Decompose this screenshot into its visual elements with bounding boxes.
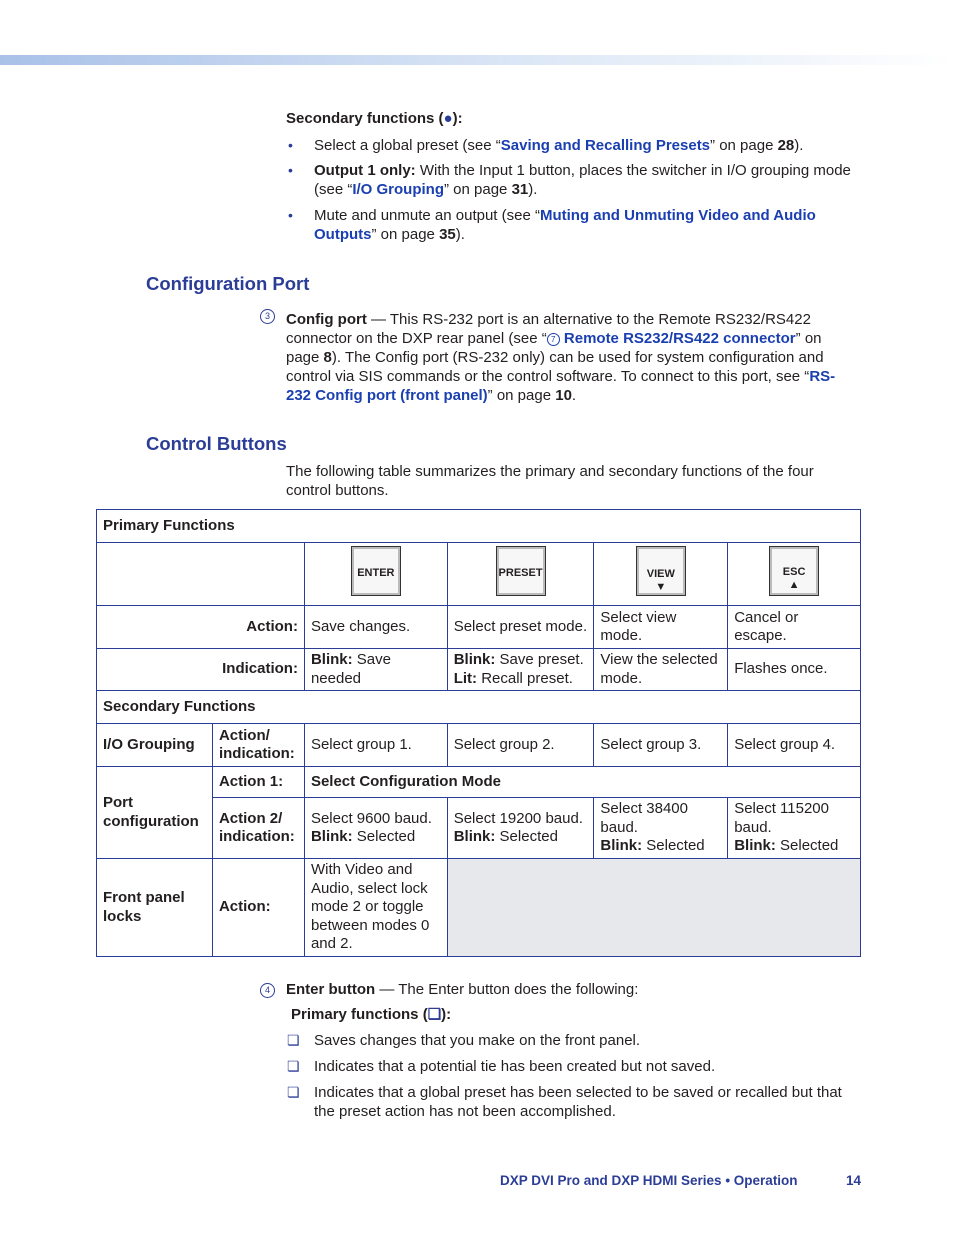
front-panel-locks-label: Front panel locks [97,859,213,957]
box-bullet-icon: ❏ [287,1032,300,1048]
table-row [97,691,861,724]
link-saving-presets[interactable]: Saving and Recalling Presets [500,137,711,154]
table-cell: View the selected mode. [594,649,728,691]
header-gradient-bar [0,55,954,65]
link-io-grouping[interactable]: I/O Grouping [352,181,444,198]
secondary-functions-heading: Secondary functions (●): [286,110,463,127]
table-cell [728,543,861,606]
table-cell: Select 38400 baud. Blink: Selected [594,798,728,859]
table-row [97,649,861,691]
table-cell: Blink: Save needed [304,649,447,691]
down-arrow-icon: ▼ [655,581,667,594]
table-cell: Select 115200 baud. Blink: Selected [728,798,861,859]
callout-number-icon: 7 [547,333,560,346]
table-cell: Select group 1. [304,724,447,767]
table-cell: Select group 3. [594,724,728,767]
list-item: Saves changes that you make on the front panel. [314,1032,641,1049]
primary-functions-header: Primary Functions [97,510,861,543]
table-cell: Save changes. [304,606,447,649]
action-1-label: Action 1: [212,767,304,798]
primary-functions-heading: Primary functions (❏): [291,1006,452,1023]
table-cell: Select view mode. [594,606,728,649]
table-cell: Select group 2. [447,724,594,767]
box-icon: ❏ [427,1006,442,1023]
esc-button-icon: ESC ▲ [769,546,819,596]
list-item: Mute and unmute an output (see “Muting and Unmuting Video and Audio Outputs” on page 35). [314,207,816,243]
action-label: Action: [97,606,305,649]
enter-button-icon: ENTER [351,546,401,596]
bullet-dot-icon: • [288,207,293,223]
table-row [97,767,861,798]
callout-number-icon: 4 [260,983,275,998]
link-remote-connector[interactable]: Remote RS232/RS422 connector [563,330,796,347]
select-configuration-mode: Select Configuration Mode [304,767,860,798]
table-row [97,543,861,606]
table-row [97,606,861,649]
list-item: Indicates that a potential tie has been created but not saved. [314,1058,716,1075]
section-heading-control-buttons: Control Buttons [146,433,287,454]
preset-button-icon: PRESET [496,546,546,596]
control-buttons-table [96,509,861,957]
table-cell [447,543,594,606]
table-cell: Select group 4. [728,724,861,767]
table-cell-empty [97,543,305,606]
control-buttons-intro: The following table summarizes the primary and secondary functions of the four control buttons. [286,463,814,499]
secondary-functions-header: Secondary Functions [97,691,861,724]
list-item: Select a global preset (see “Saving and Recalling Presets” on page 28). [314,137,804,154]
list-item: Indicates that a global preset has been selected to be saved or recalled but that the preset action has not been accomplished. [314,1084,842,1120]
link-muting-outputs[interactable]: Muting and Unmuting Video and Audio Outputs [314,207,816,243]
bullet-dot-icon: • [288,137,293,153]
table-cell: Cancel or escape. [728,606,861,649]
link-config-port[interactable]: RS-232 Config port (front panel) [286,368,836,404]
table-row [97,510,861,543]
box-bullet-icon: ❏ [287,1058,300,1074]
footer-title: DXP DVI Pro and DXP HDMI Series • Operation [500,1173,798,1188]
table-cell: With Video and Audio, select lock mode 2 or toggle between modes 0 and 2. [304,859,447,957]
table-row [97,724,861,767]
bullet-dot-icon: • [288,162,293,178]
up-arrow-icon: ▲ [788,579,800,592]
table-cell: Blink: Save preset. Lit: Recall preset. [447,649,594,691]
table-cell: Select 9600 baud. Blink: Selected [304,798,447,859]
table-cell: Flashes once. [728,649,861,691]
box-bullet-icon: ❏ [287,1084,300,1100]
table-cell: Select 19200 baud. Blink: Selected [447,798,594,859]
action-indication-label: Action/ indication: [212,724,304,767]
indication-label: Indication: [97,649,305,691]
table-cell [304,543,447,606]
action-label: Action: [212,859,304,957]
port-configuration-label: Port configuration [97,767,213,859]
action-2-label: Action 2/ indication: [212,798,304,859]
table-cell [594,543,728,606]
section-heading-configuration-port: Configuration Port [146,273,310,294]
callout-number-icon: 3 [260,309,275,324]
page-number: 14 [846,1173,862,1188]
table-cell-shaded [447,859,860,957]
io-grouping-label: I/O Grouping [97,724,213,767]
config-port-paragraph: Config port — This RS-232 port is an alternative to the Remote RS232/RS422 connector on the DXP rear panel (see “ 7 Remote RS232/RS422 connector” on page 8). The Config port (RS-232 only) can be used for system configuration and control via SIS commands or the control software. To connect to this port, see “RS-232 Config port (front panel)” on page 10. [286,311,836,404]
table-row [97,859,861,957]
table-cell: Select preset mode. [447,606,594,649]
list-item: Output 1 only: With the Input 1 button, places the switcher in I/O grouping mode (see “I/O Grouping” on page 31). [314,162,851,198]
view-button-icon: VIEW ▼ [636,546,686,596]
enter-button-paragraph: Enter button — The Enter button does the following: [286,981,639,998]
